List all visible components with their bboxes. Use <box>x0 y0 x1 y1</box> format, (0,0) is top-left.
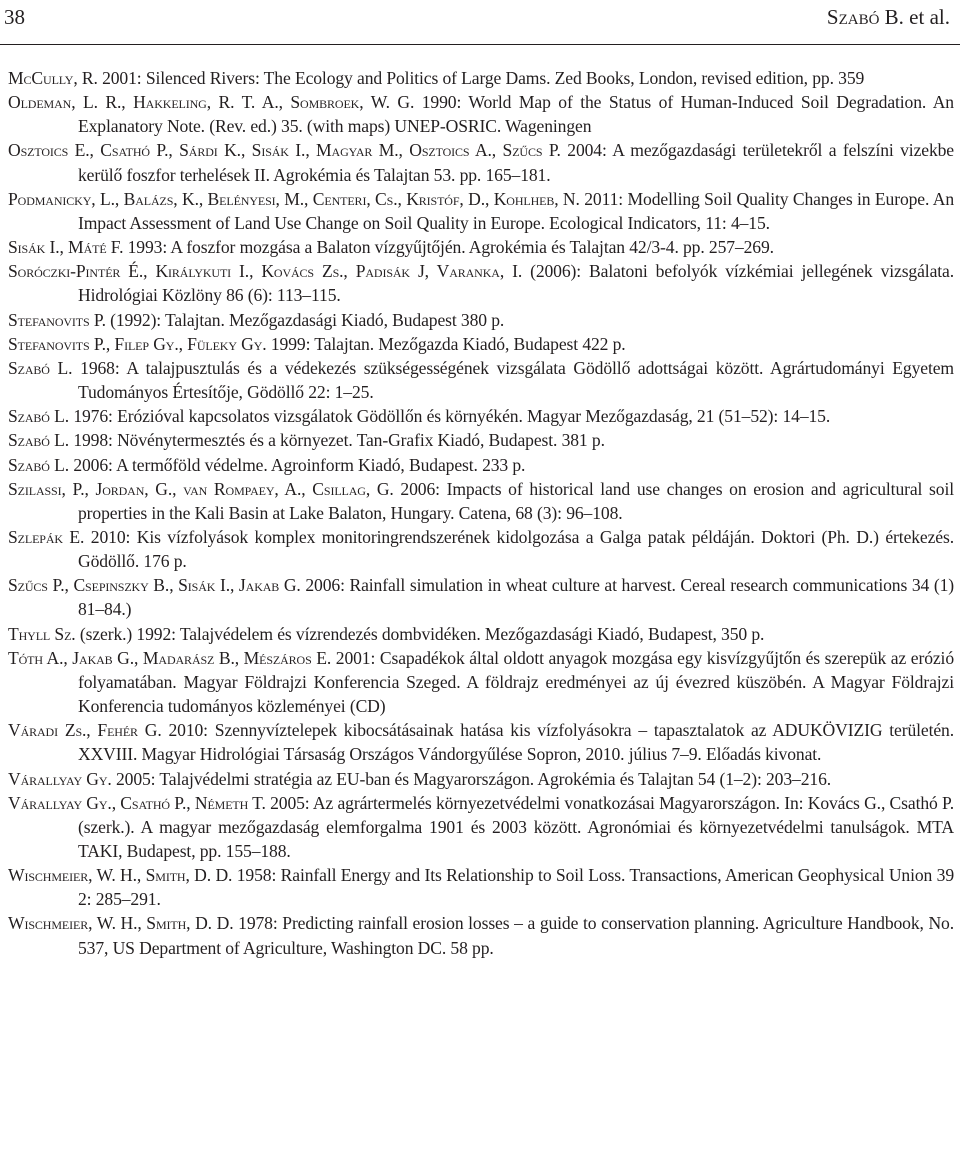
reference-text: 2001: Silenced Rivers: The Ecology and Politics of Large Dams. Zed Books, London, revised edition, pp. 359 <box>97 68 865 88</box>
reference-entry <box>8 66 954 90</box>
reference-authors: Várallyay Gy., Csathó P., Németh T. <box>8 792 266 813</box>
reference-text: 2010: Szennyvíztelepek kibocsátásainak hatása kis vízfolyásokra – tapasztalatok az ADUKÖVIZIG területén. XXVIII. Magyar Hidrológiai Társaság Országos Vándorgyűlése Sopron, 2010. július 7–9. Előadás kivonat. <box>78 720 954 765</box>
page-number: 38 <box>4 5 25 29</box>
running-head-suffix: B. et al. <box>879 5 950 29</box>
reference-authors: Szabó L. <box>8 454 70 475</box>
reference-entry <box>8 187 954 235</box>
reference-authors: Sisák I., Máté F. <box>8 237 124 258</box>
reference-text: 2006: A termőföld védelme. Agroinform Kiadó, Budapest. 233 p. <box>69 454 526 475</box>
reference-authors: Thyll Sz. <box>8 623 76 644</box>
reference-list <box>8 66 954 960</box>
reference-text: 2006: Impacts of historical land use changes on erosion and agricultural soil properties in the Kali Basin at Lake Balaton, Hungary. Catena, 68 (3): 96–108. <box>78 478 954 523</box>
reference-authors: Soróczki-Pintér É., Királykuti I., Kovács Zs., Padisák J, Varanka, I. <box>8 261 523 282</box>
reference-text: 2010: Kis vízfolyások komplex monitoringrendszerének kidolgozása a Galga patak példáján. Doktori (Ph. D.) értekezés. Gödöllő. 176 p. <box>78 526 955 572</box>
reference-entry <box>8 356 954 404</box>
reference-authors: Váradi Zs., Fehér G. <box>8 720 162 741</box>
reference-authors: Szabó L. <box>8 406 70 427</box>
reference-authors: Szabó L. <box>8 430 70 451</box>
reference-entry <box>8 90 954 138</box>
reference-authors: Osztoics E., Csathó P., Sárdi K., Sisák I., Magyar M., Osztoics A., Szűcs P. <box>8 140 561 161</box>
reference-entry <box>8 525 954 573</box>
reference-text: 1998: Növénytermesztés és a környezet. Tan-Grafix Kiadó, Budapest. 381 p. <box>69 430 605 451</box>
reference-text: (2006): Balatoni befolyók vízkémiai jellegének vizsgálata. Hidrológiai Közlöny 86 (6): 113–115. <box>78 261 954 306</box>
reference-text: 1958: Rainfall Energy and Its Relationship to Soil Loss. Transactions, American Geophysical Union 39 2: 285–291. <box>78 865 954 910</box>
reference-text: 2004: A mezőgazdasági területekről a felszíni vizekbe kerülő foszfor terhelések II. Agrokémia és Talajtan 53. pp. 165–181. <box>78 140 954 185</box>
reference-entry <box>8 622 954 646</box>
reference-text: 1968: A talajpusztulás és a védekezés szükségességének vizsgálata Gödöllő adottságai között. Agrártudományi Egyetem Tudományos Értesítője, Gödöllő 22: 1–25. <box>72 357 954 403</box>
reference-entry <box>8 477 954 525</box>
reference-text: (szerk.) 1992: Talajvédelem és vízrendezés dombvidéken. Mezőgazdasági Kiadó, Budapest, 350 p. <box>75 623 765 644</box>
reference-authors: Várallyay Gy. <box>8 768 112 789</box>
reference-entry <box>8 718 954 766</box>
reference-authors: McCully, R. <box>8 68 98 88</box>
reference-entry <box>8 767 954 791</box>
reference-authors: Wischmeier, W. H., Smith, D. D. <box>8 865 233 886</box>
reference-authors: Szűcs P., Csepinszky B., Sisák I., Jakab G. <box>8 575 301 596</box>
reference-text: 2001: Csapadékok által oldott anyagok mozgása egy kisvízgyűjtőn és szerepük az erózió folyamatában. Magyar Földrajzi Konferencia Szeged. A földrajz eredményei az új évezred küszöbén. A Magyar Földrajzi Konferencia tudományos közleményei (CD) <box>78 647 955 717</box>
reference-text: 1999: Talajtan. Mezőgazda Kiadó, Budapest 422 p. <box>266 333 626 354</box>
header-rule <box>0 44 960 45</box>
reference-entry <box>8 428 954 452</box>
reference-entry <box>8 332 954 356</box>
reference-entry <box>8 404 954 428</box>
reference-text: 1978: Predicting rainfall erosion losses – a guide to conservation planning. Agriculture Handbook, No. 537, US Department of Agriculture, Washington DC. 58 pp. <box>78 913 954 958</box>
running-head <box>827 4 950 30</box>
reference-entry <box>8 573 954 621</box>
reference-authors: Stefanovits P., Filep Gy., Füleky Gy. <box>8 333 267 354</box>
reference-authors: Wischmeier, W. H., Smith, D. D. <box>8 913 234 934</box>
reference-entry <box>8 308 954 332</box>
reference-text: (1992): Talajtan. Mezőgazdasági Kiadó, Budapest 380 p. <box>105 309 505 330</box>
reference-authors: Szlepák E. <box>8 526 85 547</box>
reference-text: 1990: World Map of the Status of Human-Induced Soil Degradation. An Explanatory Note. (Rev. ed.) 35. (with maps) UNEP-OSRIC. Wageningen <box>78 92 954 137</box>
reference-text: 2005: Az agrártermelés környezetvédelmi vonatkozásai Magyarországon. In: Kovács G., Csathó P. (szerk.). A magyar mezőgazdaság elemforgalma 1901 és 2003 között. Agronómiai és környezetvédelmi tanulságok. MTA TAKI, Budapest, pp. 155–188. <box>78 792 954 861</box>
reference-authors: Podmanicky, L., Balázs, K., Belényesi, M., Centeri, Cs., Kristóf, D., Kohlheb, N. <box>8 188 580 209</box>
page-header <box>0 0 960 50</box>
running-head-author: Szabó <box>826 5 880 29</box>
reference-entry <box>8 138 954 186</box>
reference-text: 2006: Rainfall simulation in wheat culture at harvest. Cereal research communications 34 (1) 81–84.) <box>78 575 954 620</box>
reference-entry <box>8 791 954 863</box>
reference-text: 2011: Modelling Soil Quality Changes in Europe. An Impact Assessment of Land Use Change on Soil Quality in Europe. Ecological Indicators, 11: 4–15. <box>78 188 955 233</box>
reference-text: 1976: Erózióval kapcsolatos vizsgálatok Gödöllőn és környékén. Magyar Mezőgazdaság, 21 (51–52): 14–15. <box>69 406 831 427</box>
reference-entry <box>8 863 954 911</box>
reference-authors: Szilassi, P., Jordan, G., van Rompaey, A., Csillag, G. <box>8 478 394 499</box>
reference-authors: Szabó L. <box>8 357 73 378</box>
reference-text: 1993: A foszfor mozgása a Balaton vízgyűjtőjén. Agrokémia és Talajtan 42/3-4. pp. 257–269. <box>123 237 774 258</box>
reference-entry <box>8 235 954 259</box>
reference-entry <box>8 453 954 477</box>
reference-entry <box>8 646 954 718</box>
reference-text: 2005: Talajvédelmi stratégia az EU-ban és Magyarországon. Agrokémia és Talajtan 54 (1–2): 203–216. <box>111 768 832 789</box>
reference-authors: Tóth A., Jakab G., Madarász B., Mészáros E. <box>8 647 332 668</box>
reference-entry <box>8 911 954 959</box>
reference-entry <box>8 259 954 307</box>
reference-authors: Stefanovits P. <box>8 309 106 330</box>
reference-authors: Oldeman, L. R., Hakkeling, R. T. A., Sombroek, W. G. <box>8 92 415 113</box>
